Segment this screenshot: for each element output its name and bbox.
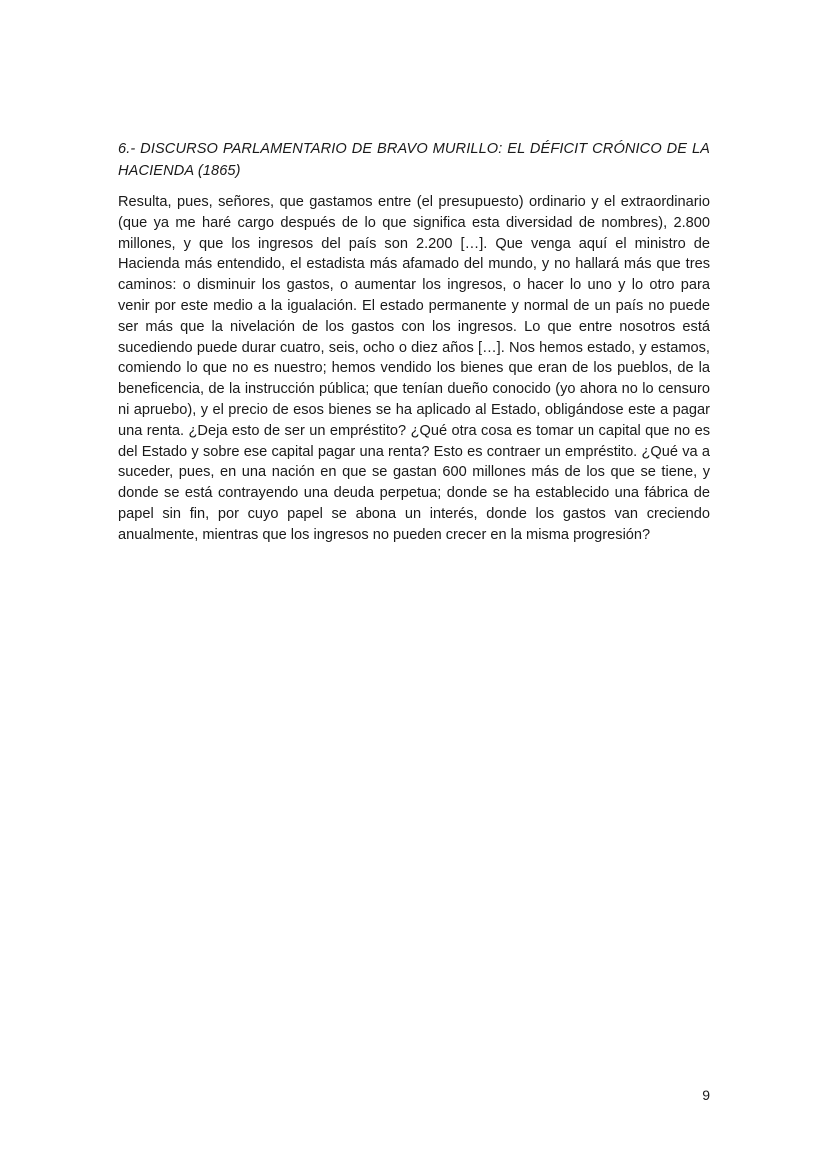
- document-title: 6.- DISCURSO PARLAMENTARIO DE BRAVO MURILLO: EL DÉFICIT CRÓNICO DE LA HACIENDA (1865): [118, 141, 710, 179]
- page-number: 9: [702, 1087, 710, 1103]
- document-page: [118, 138, 710, 546]
- document-body-paragraph: Resulta, pues, señores, que gastamos entre (el presupuesto) ordinario y el extraordinario (que ya me haré cargo después de lo que significa esta diversidad de nombres), 2.800 millones, y que los ingresos del país son 2.200 […]. Que venga aquí el ministro de Hacienda más entendido, el estadista más afamado del mundo, y no hallará más que tres caminos: o disminuir los gastos, o aumentar los ingresos, o hacer lo uno y lo otro para venir por este medio a la igualación. El estado permanente y normal de un país no puede ser más que la nivelación de los gastos con los ingresos. Lo que entre nosotros está sucediendo puede durar cuatro, seis, ocho o diez años […]. Nos hemos estado, y estamos, comiendo lo que no es nuestro; hemos vendido los bienes que eran de los pueblos, de la beneficencia, de la instrucción pública; que tenían dueño conocido (yo ahora no lo censuro ni apruebo), y el precio de esos bienes se ha aplicado al Estado, obligándose este a pagar una renta. ¿Deja esto de ser un empréstito? ¿Qué otra cosa es tomar un capital que no es del Estado y sobre ese capital pagar una renta? Esto es contraer un empréstito. ¿Qué va a suceder, pues, en una nación en que se gastan 600 millones más de los que se tiene, y donde se está contrayendo una deuda perpetua; donde se ha establecido una fábrica de papel sin fin, por cuyo papel se abona un interés, donde los gastos van creciendo anualmente, mientras que los ingresos no pueden crecer en la misma progresión?: [118, 194, 710, 543]
